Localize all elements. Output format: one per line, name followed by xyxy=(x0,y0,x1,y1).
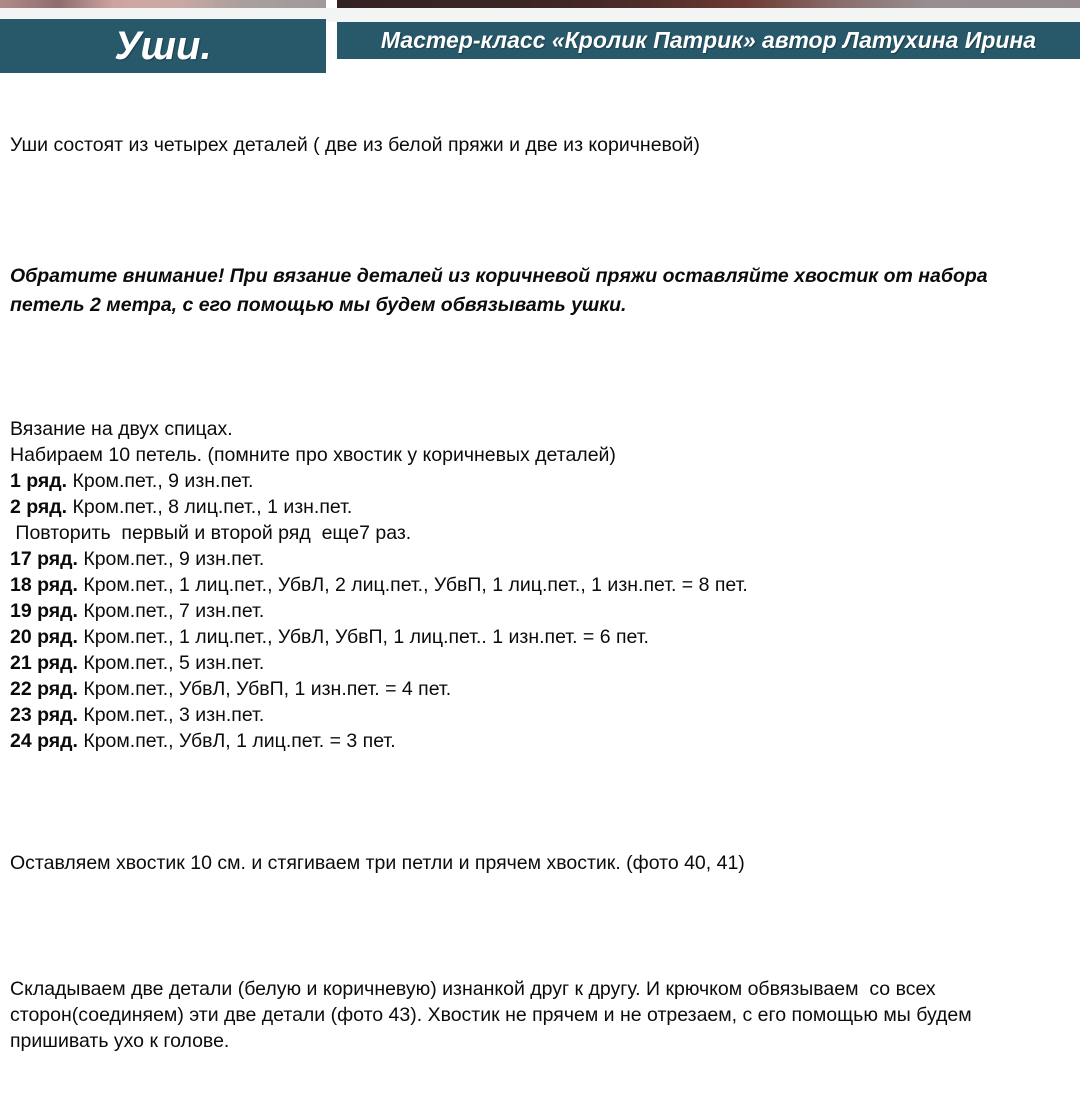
row-label: 1 ряд. xyxy=(10,470,68,492)
row-label: 18 ряд. xyxy=(10,574,78,596)
row-label: 21 ряд. xyxy=(10,652,78,674)
pattern-row xyxy=(10,702,1074,728)
photo-strip-right xyxy=(337,0,1080,8)
row-text: Кром.пет., 9 изн.пет. xyxy=(67,470,254,492)
row-text: Кром.пет., 1 лиц.пет., УбвЛ, УбвП, 1 лиц.пет.. 1 изн.пет. = 6 пет. xyxy=(77,626,649,648)
assembly-text xyxy=(10,976,1074,1054)
pattern-row xyxy=(10,598,1074,624)
row-text: Кром.пет., 8 лиц.пет., 1 изн.пет. xyxy=(67,496,353,518)
finishing-text: Оставляем хвостик 10 см. и стягиваем три петли и прячем хвостик. (фото 40, 41) xyxy=(10,852,745,874)
pattern-row xyxy=(10,442,1074,468)
pattern-row xyxy=(10,494,1074,520)
row-label: 22 ряд. xyxy=(10,678,78,700)
pattern-row xyxy=(10,468,1074,494)
pattern-row xyxy=(10,546,1074,572)
row-text: Повторить первый и второй ряд еще7 раз. xyxy=(10,522,412,544)
assembly-line: Складываем две детали (белую и коричневую) изнанкой друг к другу. И крючком обвязываем со всех xyxy=(10,978,936,1000)
intro-text: Уши состоят из четырех деталей ( две из белой пряжи и две из коричневой) xyxy=(10,134,700,156)
pattern-row xyxy=(10,624,1074,650)
pattern-row xyxy=(10,416,1074,442)
row-text: Кром.пет., 5 изн.пет. xyxy=(77,652,265,674)
photo-strip-left xyxy=(0,0,326,8)
pattern-row xyxy=(10,728,1074,754)
pattern-instructions xyxy=(10,416,1074,754)
row-label: 2 ряд. xyxy=(10,496,68,518)
notice-text xyxy=(10,262,1074,320)
row-text: Кром.пет., 7 изн.пет. xyxy=(77,600,265,622)
row-text: Вязание на двух спицах. xyxy=(10,418,233,440)
masterclass-title-bar xyxy=(337,22,1080,59)
row-label: 17 ряд. xyxy=(10,548,78,570)
row-text: Кром.пет., 3 изн.пет. xyxy=(77,704,265,726)
row-label: 19 ряд. xyxy=(10,600,78,622)
row-label: 20 ряд. xyxy=(10,626,78,648)
notice-line: Обратите внимание! При вязание деталей из коричневой пряжи оставляйте хвостик от набора xyxy=(10,265,988,287)
section-title: Уши. xyxy=(114,23,212,68)
assembly-line: пришивать ухо к голове. xyxy=(10,1030,230,1052)
row-text: Кром.пет., УбвЛ, 1 лиц.пет. = 3 пет. xyxy=(77,730,396,752)
assembly-line: сторон(соединяем) эти две детали (фото 43). Хвостик не прячем и не отрезаем, с его помощью мы будем xyxy=(10,1004,972,1026)
section-title-bar xyxy=(0,19,326,73)
pattern-row xyxy=(10,650,1074,676)
pattern-row xyxy=(10,520,1074,546)
pattern-row xyxy=(10,572,1074,598)
notice-line: петель 2 метра, с его помощью мы будем обвязывать ушки. xyxy=(10,294,627,316)
row-text: Набираем 10 петель. (помните про хвостик у коричневых деталей) xyxy=(10,444,616,466)
row-text: Кром.пет., 1 лиц.пет., УбвЛ, 2 лиц.пет., УбвП, 1 лиц.пет., 1 изн.пет. = 8 пет. xyxy=(77,574,748,596)
row-text: Кром.пет., 9 изн.пет. xyxy=(77,548,265,570)
row-text: Кром.пет., УбвЛ, УбвП, 1 изн.пет. = 4 пет. xyxy=(77,678,452,700)
masterclass-title: Мастер-класс «Кролик Патрик» автор Латухина Ирина xyxy=(380,27,1037,53)
pattern-row xyxy=(10,676,1074,702)
row-label: 23 ряд. xyxy=(10,704,78,726)
row-label: 24 ряд. xyxy=(10,730,78,752)
body-text xyxy=(10,80,1074,1106)
